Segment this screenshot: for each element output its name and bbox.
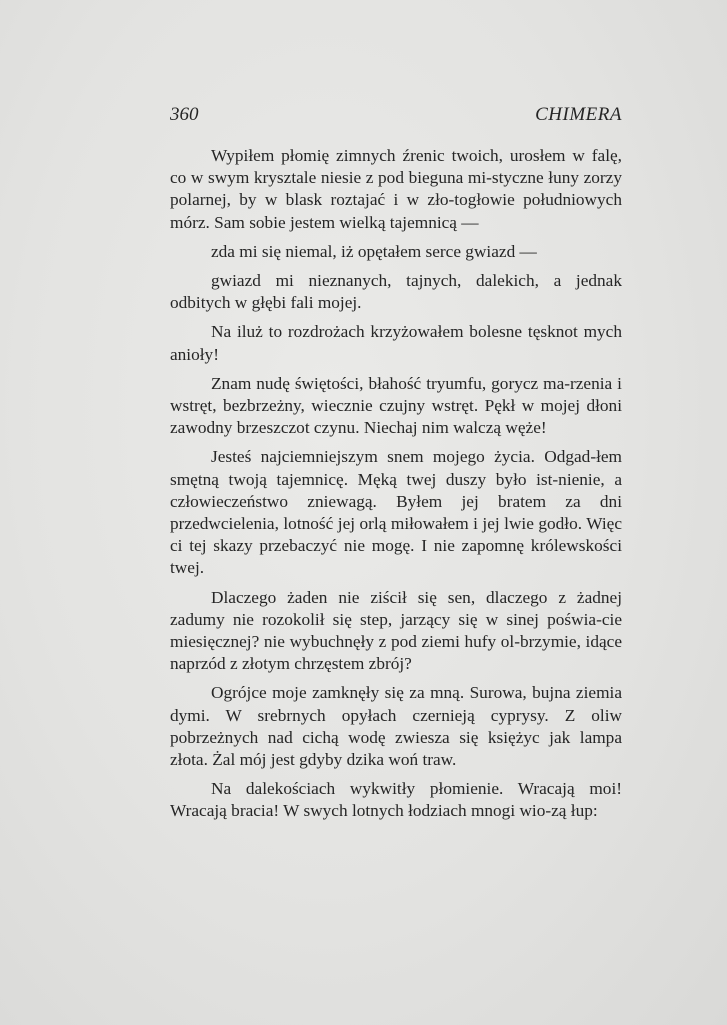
paragraph: zda mi się niemal, iż opętałem serce gwiazd —: [211, 241, 537, 261]
paragraph: Znam nudę świętości, błahość tryumfu, gorycz ma-rzenia i wstręt, bezbrzeżny, wiecznie czujny wstręt. Pękł w mojej dłoni zawodny brzeszczot czynu. Niechaj nim walczą węże!: [170, 373, 622, 438]
page-number: 360: [170, 104, 199, 125]
running-title: CHIMERA: [535, 104, 622, 125]
page-header: [170, 104, 622, 130]
paragraph: gwiazd mi nieznanych, tajnych, dalekich, a jednak odbitych w głębi fali mojej.: [170, 271, 622, 313]
paragraph: Na iluż to rozdrożach krzyżowałem bolesne tęsknot mych anioły!: [170, 322, 622, 364]
paragraph: Ogrójce moje zamknęły się za mną. Surowa, bujna ziemia dymi. W srebrnych opyłach czernieją cyprysy. Z oliw pobrzeżnych nad cichą wodę zwiesza się księżyc jak lampa złota. Żal mój jest gdyby dzika woń traw.: [170, 683, 622, 770]
body-text: [170, 145, 622, 830]
paragraph: Wypiłem płomię zimnych źrenic twoich, urosłem w falę, co w swym krysztale niesie z pod bieguna mi-styczne łuny zorzy polarnej, by w blask roztajać i w zło-togłowie południowych mórz. Sam sobie jestem wielką tajemnicą —: [170, 146, 622, 232]
paragraph: Dlaczego żaden nie ziścił się sen, dlaczego z żadnej zadumy nie rozokolił się step, jarzący się w sinej poświa-cie miesięcznej? nie wybuchnęły z pod ziemi hufy ol-brzymie, idące naprzód z złotym chrzęstem zbrój?: [170, 587, 622, 674]
paragraph: Na dalekościach wykwitły płomienie. Wracają moi! Wracają bracia! W swych lotnych łodziach mnogi wio-zą łup:: [170, 779, 622, 821]
paragraph: Jesteś najciemniejszym snem mojego życia. Odgad-łem smętną twoją tajemnicę. Męką twej duszy było ist-nienie, a człowieczeństwo zniewagą. Byłem jej bratem za dni przedwcielenia, lotność jej orlą miłowałem i jej lwie godło. Więc ci tej skazy przebaczyć nie mogę. I nie zapomnę królewskości twej.: [170, 447, 622, 578]
